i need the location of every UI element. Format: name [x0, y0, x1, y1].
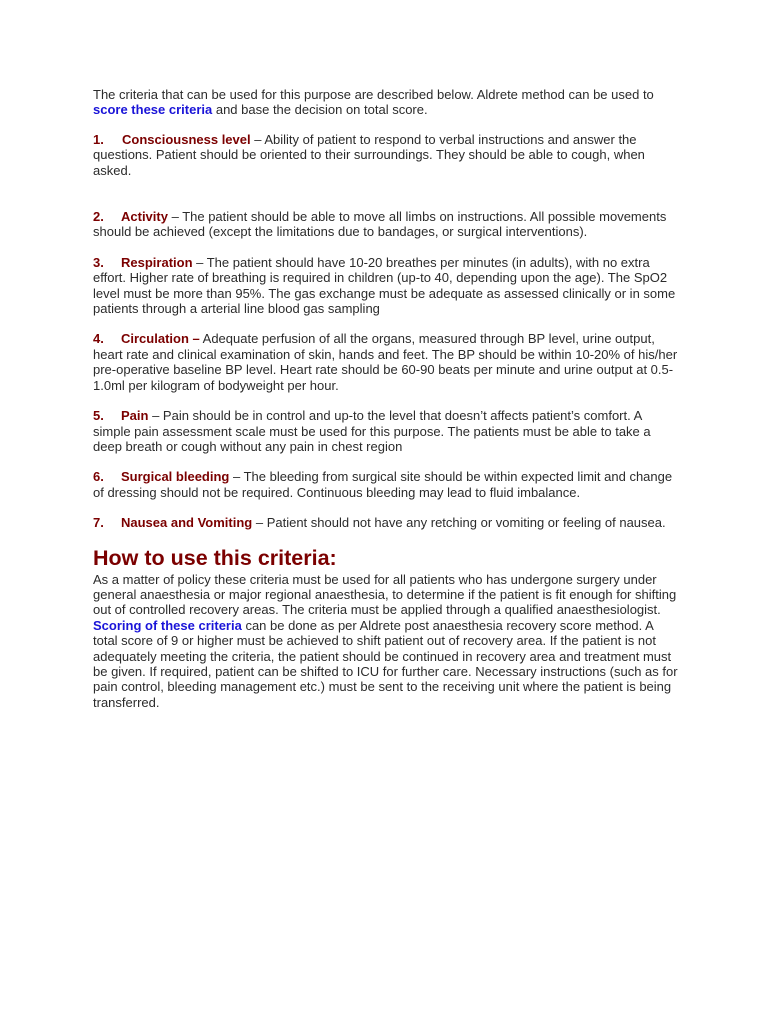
criteria-number: 1. — [93, 131, 104, 147]
how-to-text-after: can be done as per Aldrete post anaesthesia recovery score method. A total score of 9 or higher must be achieved to shift patient out of recovery area. If the patient is not adequately meeting the criteria, the patient should be continued in recovery area and treatment must be given. If required, patient can be shifted to ICU for further care. Necessary instructions (such as for pain control, bleeding management etc.) must be sent to the receiving unit where the patient is being transferred. — [93, 617, 678, 710]
criteria-term: Surgical bleeding — [121, 469, 230, 485]
criteria-number: 6. — [93, 469, 104, 485]
criteria-term: Pain — [121, 408, 149, 424]
how-to-text-before: As a matter of policy these criteria must be used for all patients who has undergone surgery under general anaesthesia or major regional anaesthesia, to determine if the patient is fit enough for shifting out of controlled recovery areas. The criteria must be applied through a qualified anaesthesiologist. — [93, 571, 677, 618]
intro-paragraph — [93, 87, 681, 118]
criteria-number: 2. — [93, 209, 104, 225]
criteria-item-surgical-bleeding — [93, 469, 681, 500]
intro-text-before: The criteria that can be used for this purpose are described below. Aldrete method can be used to — [93, 87, 654, 102]
document-page — [93, 87, 681, 710]
criteria-term: Circulation – — [121, 331, 200, 347]
intro-text-after: and base the decision on total score. — [212, 102, 428, 118]
criteria-description: – Pain should be in control and up-to the level that doesn’t affects patient’s comfort. A simple pain assessment scale must be used for this purpose. The patients must be able to take a deep breath or cough without any pain in chest region — [93, 408, 651, 454]
criteria-number: 3. — [93, 254, 104, 270]
criteria-description: – Ability of patient to respond to verbal instructions and answer the questions. Patient should be oriented to their surroundings. They should be able to cough, when asked. — [93, 131, 645, 178]
criteria-term: Nausea and Vomiting — [121, 515, 253, 531]
criteria-term: Consciousness level — [122, 131, 251, 147]
how-to-heading: How to use this criteria: — [93, 545, 337, 570]
scoring-criteria-link[interactable]: Scoring of these criteria — [93, 617, 242, 633]
criteria-number: 7. — [93, 515, 104, 531]
criteria-item-respiration — [93, 255, 681, 317]
criteria-item-nausea — [93, 515, 681, 530]
criteria-description: – The bleeding from surgical site should be within expected limit and change of dressing should not be required. Continuous bleeding may lead to fluid imbalance. — [93, 469, 673, 500]
criteria-term: Respiration — [121, 254, 193, 270]
criteria-description: – The patient should have 10-20 breathes per minutes (in adults), with no extra effort. Higher rate of breathing is required in children (up-to 40, depending upon the age). The SpO2 level must be more than 95%. The gas exchange must be adequate as assessed clinically or in some patients through a arterial line blood gas sampling — [93, 254, 676, 317]
criteria-item-consciousness — [93, 132, 681, 178]
how-to-paragraph — [93, 572, 681, 711]
criteria-description: – Patient should not have any retching or vomiting or feeling of nausea. — [252, 515, 666, 531]
criteria-description: Adequate perfusion of all the organs, measured through BP level, urine output, heart rate and clinical examination of skin, hands and feet. The BP should be within 10-20% of his/her pre-operative baseline BP level. Heart rate should be 60-90 beats per minute and urine output at 0.5-1.0ml per kilogram of bodyweight per hour. — [93, 331, 678, 393]
criteria-number: 4. — [93, 331, 104, 347]
criteria-item-circulation — [93, 331, 681, 393]
criteria-term: Activity — [121, 209, 168, 225]
criteria-description: – The patient should be able to move all limbs on instructions. All possible movements should be achieved (except the limitations due to bandages, or surgical interventions). — [93, 209, 667, 240]
score-criteria-link[interactable]: score these criteria — [93, 102, 213, 118]
criteria-item-activity — [93, 209, 681, 240]
criteria-number: 5. — [93, 408, 104, 424]
criteria-item-pain — [93, 408, 681, 454]
